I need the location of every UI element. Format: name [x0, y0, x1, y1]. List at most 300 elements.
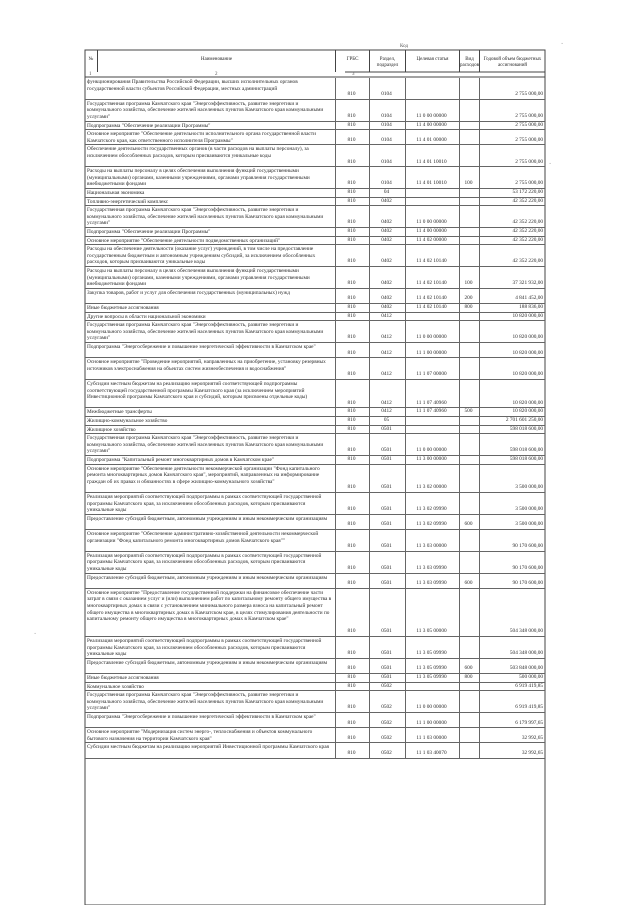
- cell-rzd-value: 0402: [381, 228, 392, 234]
- cell-csr-value: 11 1 00 00000: [416, 349, 447, 356]
- cell-grbs: [336, 313, 370, 321]
- cell-rzd: [370, 130, 406, 144]
- cell-rzd: [370, 574, 406, 588]
- cell-grbs-value: 810: [347, 749, 356, 756]
- cell-grbs-value: 810: [347, 113, 356, 119]
- cell-name: Государственная программа Камчатского края "Энергоэффективность, развитие энергетики и коммунального хозяйства, обеспечение жителей населенных пунктов Камчатского края коммунальными услугами": [85, 691, 336, 712]
- table-row: [85, 493, 545, 515]
- cell-grbs: [336, 122, 370, 130]
- cell-vr: [460, 321, 480, 342]
- table-row: [85, 713, 545, 728]
- cell-sum: [480, 122, 545, 130]
- cell-name: Межбюджетные трансферты: [85, 408, 336, 416]
- cell-name: Закупка товаров, работ и услуг для обеспечения государственных (муниципальных) нужд: [85, 289, 336, 303]
- cell-csr: [406, 380, 460, 407]
- header-num: №: [85, 50, 98, 72]
- cell-csr: [406, 189, 460, 197]
- cell-name: Расходы на выплаты персоналу в целях обеспечения выполнения функций государственными (муниципальными) органами, казенными учреждениями, органами управления государственными внебюджетными фондами: [85, 167, 336, 188]
- cell-csr: [406, 574, 460, 588]
- cell-csr-value: 11 1 07 40960: [416, 399, 447, 406]
- cell-grbs: [336, 145, 370, 166]
- cell-csr-value: 11 3 05 09990: [416, 674, 447, 680]
- cell-csr-value: 11 0 00 00000: [416, 219, 447, 226]
- cell-sum: [480, 313, 545, 321]
- cell-rzd-value: 0502: [381, 682, 392, 689]
- cell-rzd-value: 0402: [381, 280, 392, 287]
- table-row: [85, 574, 545, 589]
- table-row: [85, 304, 545, 313]
- cell-rzd: [370, 515, 406, 529]
- cell-sum: [480, 237, 545, 245]
- cell-sum-value: 10 820 000,00: [512, 312, 543, 319]
- cell-csr-value: 11 4 01 10010: [416, 180, 447, 187]
- cell-vr-value: 100: [464, 180, 473, 187]
- table-row: [85, 206, 545, 228]
- cell-csr-value: 11 4 00 00000: [416, 228, 447, 234]
- cell-rzd: [370, 465, 406, 492]
- cell-csr: [406, 130, 460, 144]
- cell-grbs: [336, 78, 370, 99]
- cell-rzd-value: 0501: [381, 447, 392, 454]
- cell-sum: [480, 426, 545, 434]
- cell-name: Расходы на обеспечение деятельности (оказание услуг) учреждений, в том числе на предоставление государственным бюджетным и автономным учреждениям субсидий, за исключением обособленных расходов, которым присваиваются уникальные коды: [85, 245, 336, 266]
- cell-grbs: [336, 245, 370, 266]
- cell-rzd-value: 0104: [381, 180, 392, 187]
- header-section: Раздел, подраздел: [370, 50, 406, 72]
- table-row: [85, 343, 545, 358]
- table-row: [85, 189, 545, 198]
- cell-sum-value: 32 992,65: [521, 734, 543, 741]
- cell-name: Коммунальное хозяйство: [85, 683, 336, 691]
- cell-name: Субсидии местным бюджетам на реализацию мероприятий соответствующей подпрограммы соответствующей государственной программы Камчатского края (за исключением мероприятий Инвестиционной программы Камчатского края и субсидий, которым присвоены отдельные коды): [85, 380, 336, 407]
- cell-csr-value: 11 1 07 00000: [416, 371, 447, 378]
- cell-rzd: [370, 167, 406, 188]
- cell-csr-value: 11 3 05 09990: [416, 650, 447, 657]
- cell-name: Иные бюджетные ассигнования: [85, 304, 336, 312]
- cell-grbs: [336, 674, 370, 682]
- cell-vr: [460, 674, 480, 682]
- cell-rzd: [370, 289, 406, 303]
- cell-grbs-value: 810: [347, 399, 356, 406]
- cell-grbs: [336, 321, 370, 342]
- cell-grbs: [336, 465, 370, 492]
- cell-sum-value: 2 755 000,00: [515, 91, 543, 98]
- cell-csr: [406, 167, 460, 188]
- cell-grbs: [336, 515, 370, 529]
- cell-sum-value: 2 755 000,00: [515, 158, 543, 165]
- cell-vr: [460, 189, 480, 197]
- cell-grbs: [336, 530, 370, 551]
- cell-vr-value: 800: [464, 304, 473, 310]
- cell-grbs-value: 810: [347, 734, 356, 741]
- cell-vr: [460, 343, 480, 357]
- cell-sum-value: 188 836,00: [519, 304, 543, 310]
- cell-vr: [460, 589, 480, 636]
- cell-sum: [480, 100, 545, 121]
- cell-rzd-value: 0402: [381, 304, 392, 310]
- table-row: [85, 465, 545, 493]
- cell-csr-value: 11 3 02 09990: [416, 521, 447, 528]
- cell-rzd-value: 0402: [381, 295, 392, 302]
- cell-sum: [480, 493, 545, 514]
- cell-csr-value: 11 0 00 00000: [416, 447, 447, 454]
- cell-vr: [460, 122, 480, 130]
- cell-grbs: [336, 637, 370, 658]
- cell-sum: [480, 637, 545, 658]
- cell-rzd: [370, 122, 406, 130]
- cell-csr-value: 11 1 03 00000: [416, 734, 447, 741]
- cell-name: Подпрограмма "Энергосбережение и повышение энергетической эффективности в Камчатском крае": [85, 713, 336, 727]
- header-annual-amount: Годовой объем бюджетных ассигнований: [483, 57, 542, 68]
- cell-csr-value: 11 4 02 10140: [416, 280, 447, 287]
- cell-name: Топливно-энергетический комплекс: [85, 198, 336, 206]
- cell-vr: [460, 552, 480, 573]
- cell-grbs-value: 810: [347, 334, 356, 341]
- cell-csr: [406, 304, 460, 312]
- cell-grbs-value: 810: [347, 674, 356, 680]
- cell-csr-value: 11 4 01 00000: [416, 136, 447, 143]
- cell-sum: [480, 456, 545, 464]
- cell-grbs-value: 810: [347, 650, 356, 657]
- cell-csr: [406, 206, 460, 227]
- cell-sum-value: 500 000,00: [519, 674, 543, 680]
- table-row: [85, 130, 545, 145]
- cell-sum-value: 32 992,65: [521, 749, 543, 756]
- cell-grbs: [336, 267, 370, 288]
- cell-name: функционирования Правительства Российской Федерации, высших исполнительных органов государственной власти субъектов Российской Федерации, местных администраций: [85, 78, 336, 99]
- cell-name: Основное мероприятие "Обеспечение деятельности некоммерческой организации "Фонд капитального ремонта многоквартирных домов Камчатского края", мероприятий, направленных на информирование граждан об их правах и обязанностях в сфере жилищно-коммунального хозяйства": [85, 465, 336, 492]
- cell-sum-value: 6 179 997,65: [515, 719, 543, 726]
- cell-grbs-value: 810: [347, 484, 356, 491]
- cell-rzd: [370, 343, 406, 357]
- cell-csr: [406, 515, 460, 529]
- cell-name: Государственная программа Камчатского края "Энергоэффективность, развитие энергетики и коммунального хозяйства, обеспечение жителей населенных пунктов Камчатского края коммунальными услугами": [85, 206, 336, 227]
- cell-vr: [460, 100, 480, 121]
- cell-grbs: [336, 408, 370, 416]
- cell-sum-value: 10 820 000,00: [512, 349, 543, 356]
- cell-vr: [460, 713, 480, 727]
- table-row: [85, 267, 545, 289]
- table-row: [85, 145, 545, 167]
- cell-csr-value: 11 1 07 40960: [416, 408, 447, 415]
- cell-grbs-value: 810: [347, 258, 356, 265]
- cell-csr-value: 11 0 00 00000: [416, 334, 447, 341]
- cell-sum: [480, 189, 545, 197]
- cell-rzd-value: 0502: [381, 749, 392, 756]
- cell-name: Подпрограмма "Обеспечение реализации Программы": [85, 228, 336, 236]
- cell-vr: [460, 465, 480, 492]
- cell-csr: [406, 456, 460, 464]
- cell-rzd: [370, 189, 406, 197]
- scan-speck: ·: [548, 160, 553, 168]
- cell-vr: [460, 228, 480, 236]
- cell-vr: [460, 130, 480, 144]
- cell-rzd-value: 0402: [381, 258, 392, 265]
- cell-rzd-value: 0412: [381, 349, 392, 356]
- cell-vr-value: 100: [464, 280, 473, 287]
- cell-grbs: [336, 434, 370, 455]
- cell-sum-value: 6 919 419,85: [515, 682, 543, 689]
- cell-rzd: [370, 358, 406, 379]
- table-row: [85, 691, 545, 713]
- cell-sum-value: 2 701 601 250,00: [505, 417, 543, 423]
- cell-grbs-value: 810: [347, 180, 356, 187]
- cell-name: Жилищное хозяйство: [85, 426, 336, 434]
- cell-sum: [480, 589, 545, 636]
- cell-rzd: [370, 267, 406, 288]
- cell-sum: [480, 417, 545, 425]
- table-row: [85, 589, 545, 637]
- cell-sum: [480, 674, 545, 682]
- cell-vr: [460, 289, 480, 303]
- cell-rzd: [370, 456, 406, 464]
- cell-sum: [480, 267, 545, 288]
- cell-sum-value: 10 820 000,00: [512, 399, 543, 406]
- cell-csr: [406, 228, 460, 236]
- cell-name: Иные бюджетные ассигнования: [85, 674, 336, 682]
- cell-vr-value: 600: [464, 665, 473, 672]
- table-row: [85, 417, 545, 426]
- cell-csr: [406, 408, 460, 416]
- table-row: [85, 228, 545, 237]
- cell-rzd-value: 04: [383, 189, 390, 195]
- cell-rzd-value: 0501: [381, 565, 392, 571]
- cell-rzd: [370, 728, 406, 742]
- cell-vr: [460, 237, 480, 245]
- cell-grbs-value: 810: [347, 189, 356, 195]
- cell-rzd-value: 0502: [381, 719, 392, 726]
- cell-vr: [460, 493, 480, 514]
- cell-rzd: [370, 713, 406, 727]
- cell-csr: [406, 100, 460, 121]
- cell-sum-value: 3 500 000,00: [515, 484, 543, 491]
- cell-name: Жилищно-коммунальное хозяйство: [85, 417, 336, 425]
- cell-sum-value: 37 321 932,00: [512, 280, 543, 287]
- cell-grbs-value: 810: [347, 628, 356, 635]
- header-name: Наименование: [98, 50, 336, 72]
- cell-grbs-value: 810: [347, 408, 356, 415]
- cell-rzd-value: 0502: [381, 734, 392, 741]
- table-row: [85, 728, 545, 743]
- cell-vr: [460, 206, 480, 227]
- cell-rzd-value: 0104: [381, 113, 392, 119]
- cell-grbs-value: 810: [347, 349, 356, 356]
- cell-rzd-value: 0412: [381, 334, 392, 341]
- cell-grbs: [336, 380, 370, 407]
- cell-csr-value: 11 4 02 10140: [416, 258, 447, 265]
- cell-rzd: [370, 228, 406, 236]
- cell-vr: [460, 145, 480, 166]
- cell-rzd: [370, 237, 406, 245]
- cell-grbs: [336, 574, 370, 588]
- cell-rzd-value: 0501: [381, 628, 392, 635]
- cell-grbs-value: 810: [347, 506, 356, 513]
- cell-grbs: [336, 728, 370, 742]
- cell-sum-value: 90 170 600,00: [512, 580, 543, 587]
- cell-rzd-value: 0402: [381, 219, 392, 226]
- cell-rzd-value: 0501: [381, 456, 392, 462]
- cell-grbs: [336, 289, 370, 303]
- col-index-2: 2: [215, 72, 218, 77]
- cell-rzd: [370, 380, 406, 407]
- cell-vr: [460, 198, 480, 206]
- table-row: [85, 674, 545, 683]
- cell-rzd: [370, 304, 406, 312]
- cell-grbs: [336, 130, 370, 144]
- cell-rzd: [370, 659, 406, 673]
- cell-csr: [406, 358, 460, 379]
- cell-rzd-value: 0104: [381, 136, 392, 143]
- cell-sum-value: 2 755 000,00: [515, 180, 543, 187]
- cell-grbs-value: 810: [347, 521, 356, 528]
- cell-grbs: [336, 237, 370, 245]
- cell-name: Реализация мероприятий соответствующей подпрограммы в рамках соответствующей государственной программы Камчатского края, за исключением обособленных расходов, которым присваиваются уникальные коды: [85, 552, 336, 573]
- cell-sum: [480, 530, 545, 551]
- cell-sum: [480, 380, 545, 407]
- cell-csr-value: 11 0 00 00000: [416, 704, 447, 711]
- cell-name: Реализация мероприятий соответствующей подпрограммы в рамках соответствующей государственной программы Камчатского края, за исключением обособленных расходов, которым присваиваются уникальные коды: [85, 637, 336, 658]
- cell-grbs: [336, 552, 370, 573]
- cell-csr: [406, 530, 460, 551]
- cell-csr-value: 11 4 02 10140: [416, 304, 447, 310]
- cell-csr: [406, 417, 460, 425]
- header-grbs: ГРБС: [336, 50, 370, 72]
- cell-rzd: [370, 426, 406, 434]
- cell-sum: [480, 206, 545, 227]
- cell-grbs-value: 810: [347, 719, 356, 726]
- cell-csr: [406, 426, 460, 434]
- cell-sum: [480, 743, 545, 757]
- cell-sum: [480, 728, 545, 742]
- cell-csr-value: 11 3 03 09990: [416, 565, 447, 571]
- cell-csr: [406, 659, 460, 673]
- cell-name: Подпрограмма "Энергосбережение и повышение энергетической эффективности в Камчатском крае": [85, 343, 336, 357]
- cell-grbs-value: 810: [347, 136, 356, 143]
- scan-speck: ·: [33, 630, 38, 638]
- table-row: [85, 78, 545, 100]
- cell-grbs-value: 810: [347, 417, 356, 423]
- cell-rzd: [370, 78, 406, 99]
- cell-name: Расходы на выплаты персоналу в целях обеспечения выполнения функций государственными (муниципальными) органами, казенными учреждениями, органами управления государственными внебюджетными фондами: [85, 267, 336, 288]
- cell-vr: [460, 456, 480, 464]
- cell-grbs-value: 810: [347, 543, 356, 550]
- cell-name: Обеспечение деятельности государственных органов (в части расходов на выплаты персоналу), за исключением обособленных расходов, которым присваиваются уникальные коды: [85, 145, 336, 166]
- cell-rzd-value: 0402: [381, 197, 392, 204]
- cell-sum-value: 42 352 220,00: [512, 236, 543, 243]
- cell-csr: [406, 728, 460, 742]
- cell-rzd-value: 0412: [381, 408, 392, 415]
- cell-grbs-value: 810: [347, 425, 356, 432]
- cell-grbs: [336, 358, 370, 379]
- cell-vr: [460, 637, 480, 658]
- cell-sum: [480, 321, 545, 342]
- cell-sum: [480, 228, 545, 236]
- cell-csr: [406, 237, 460, 245]
- cell-rzd: [370, 493, 406, 514]
- cell-rzd: [370, 100, 406, 121]
- cell-rzd-value: 0501: [381, 580, 392, 587]
- cell-csr-value: 11 3 00 00000: [416, 456, 447, 462]
- cell-vr: [460, 267, 480, 288]
- cell-grbs-value: 810: [347, 295, 356, 302]
- cell-grbs-value: 810: [347, 121, 356, 128]
- cell-grbs-value: 810: [347, 447, 356, 454]
- header-group: Код: [400, 44, 408, 49]
- cell-vr-value: 200: [464, 295, 473, 302]
- cell-rzd: [370, 637, 406, 658]
- cell-vr: [460, 78, 480, 99]
- cell-name: Подпрограмма "Обеспечение реализации Программы": [85, 122, 336, 130]
- cell-grbs-value: 810: [347, 704, 356, 711]
- cell-rzd-value: 0412: [381, 312, 392, 319]
- cell-sum: [480, 683, 545, 691]
- cell-vr: [460, 728, 480, 742]
- cell-grbs-value: 810: [347, 219, 356, 226]
- cell-rzd-value: 0412: [381, 399, 392, 406]
- cell-name: Основное мероприятие "Проведение мероприятий, направленных на приобретение, установку резервных источников электроснабжения на объектах систем жизнеобеспечения и водоснабжения": [85, 358, 336, 379]
- table-row: [85, 515, 545, 530]
- cell-name: Основное мероприятие "Предоставление государственной поддержки на финансовое обеспечение части затрат в связи с оказанием услуг и (или) выполнением работ по капитальному ремонту общего имущества в многоквартирных домах в связи с установлением минимального размера взноса на капитальный ремонт общего имущества в многоквартирных домах в Камчатском крае, в целях стимулирования деятельности по капитальному ремонту общего имущества в многоквартирных домах в Камчатском крае": [85, 589, 336, 636]
- cell-grbs: [336, 683, 370, 691]
- cell-sum: [480, 659, 545, 673]
- cell-rzd-value: 0501: [381, 665, 392, 672]
- cell-sum: [480, 198, 545, 206]
- cell-vr: [460, 358, 480, 379]
- cell-csr: [406, 493, 460, 514]
- cell-sum: [480, 691, 545, 712]
- cell-grbs: [336, 417, 370, 425]
- cell-rzd-value: 0501: [381, 521, 392, 528]
- cell-grbs: [336, 659, 370, 673]
- table-row: [85, 122, 545, 131]
- cell-grbs: [336, 691, 370, 712]
- cell-vr: [460, 743, 480, 757]
- cell-sum-value: 2 755 000,00: [515, 121, 543, 128]
- cell-csr: [406, 743, 460, 757]
- cell-grbs: [336, 343, 370, 357]
- cell-csr-value: 11 3 03 00000: [416, 543, 447, 550]
- cell-csr: [406, 198, 460, 206]
- cell-rzd-value: 0501: [381, 543, 392, 550]
- table-row: [85, 245, 545, 267]
- cell-grbs-value: 810: [347, 197, 356, 204]
- cell-sum: [480, 358, 545, 379]
- cell-grbs-value: 810: [347, 91, 356, 98]
- cell-sum: [480, 145, 545, 166]
- cell-rzd: [370, 198, 406, 206]
- cell-csr: [406, 78, 460, 99]
- cell-sum: [480, 304, 545, 312]
- cell-sum-value: 503 848 000,00: [509, 665, 543, 672]
- cell-grbs-value: 810: [347, 228, 356, 234]
- table-row: [85, 637, 545, 659]
- cell-grbs-value: 810: [347, 565, 356, 571]
- cell-grbs-value: 810: [347, 280, 356, 287]
- cell-rzd: [370, 206, 406, 227]
- cell-csr-value: 11 3 02 09990: [416, 506, 447, 513]
- cell-grbs: [336, 426, 370, 434]
- cell-sum: [480, 289, 545, 303]
- table-row: [85, 198, 545, 207]
- cell-grbs-value: 810: [347, 158, 356, 165]
- cell-vr-value: 600: [464, 580, 473, 587]
- cell-csr: [406, 289, 460, 303]
- cell-vr: [460, 691, 480, 712]
- cell-sum: [480, 408, 545, 416]
- cell-csr: [406, 465, 460, 492]
- cell-vr: [460, 659, 480, 673]
- cell-sum-value: 3 500 000,00: [515, 521, 543, 528]
